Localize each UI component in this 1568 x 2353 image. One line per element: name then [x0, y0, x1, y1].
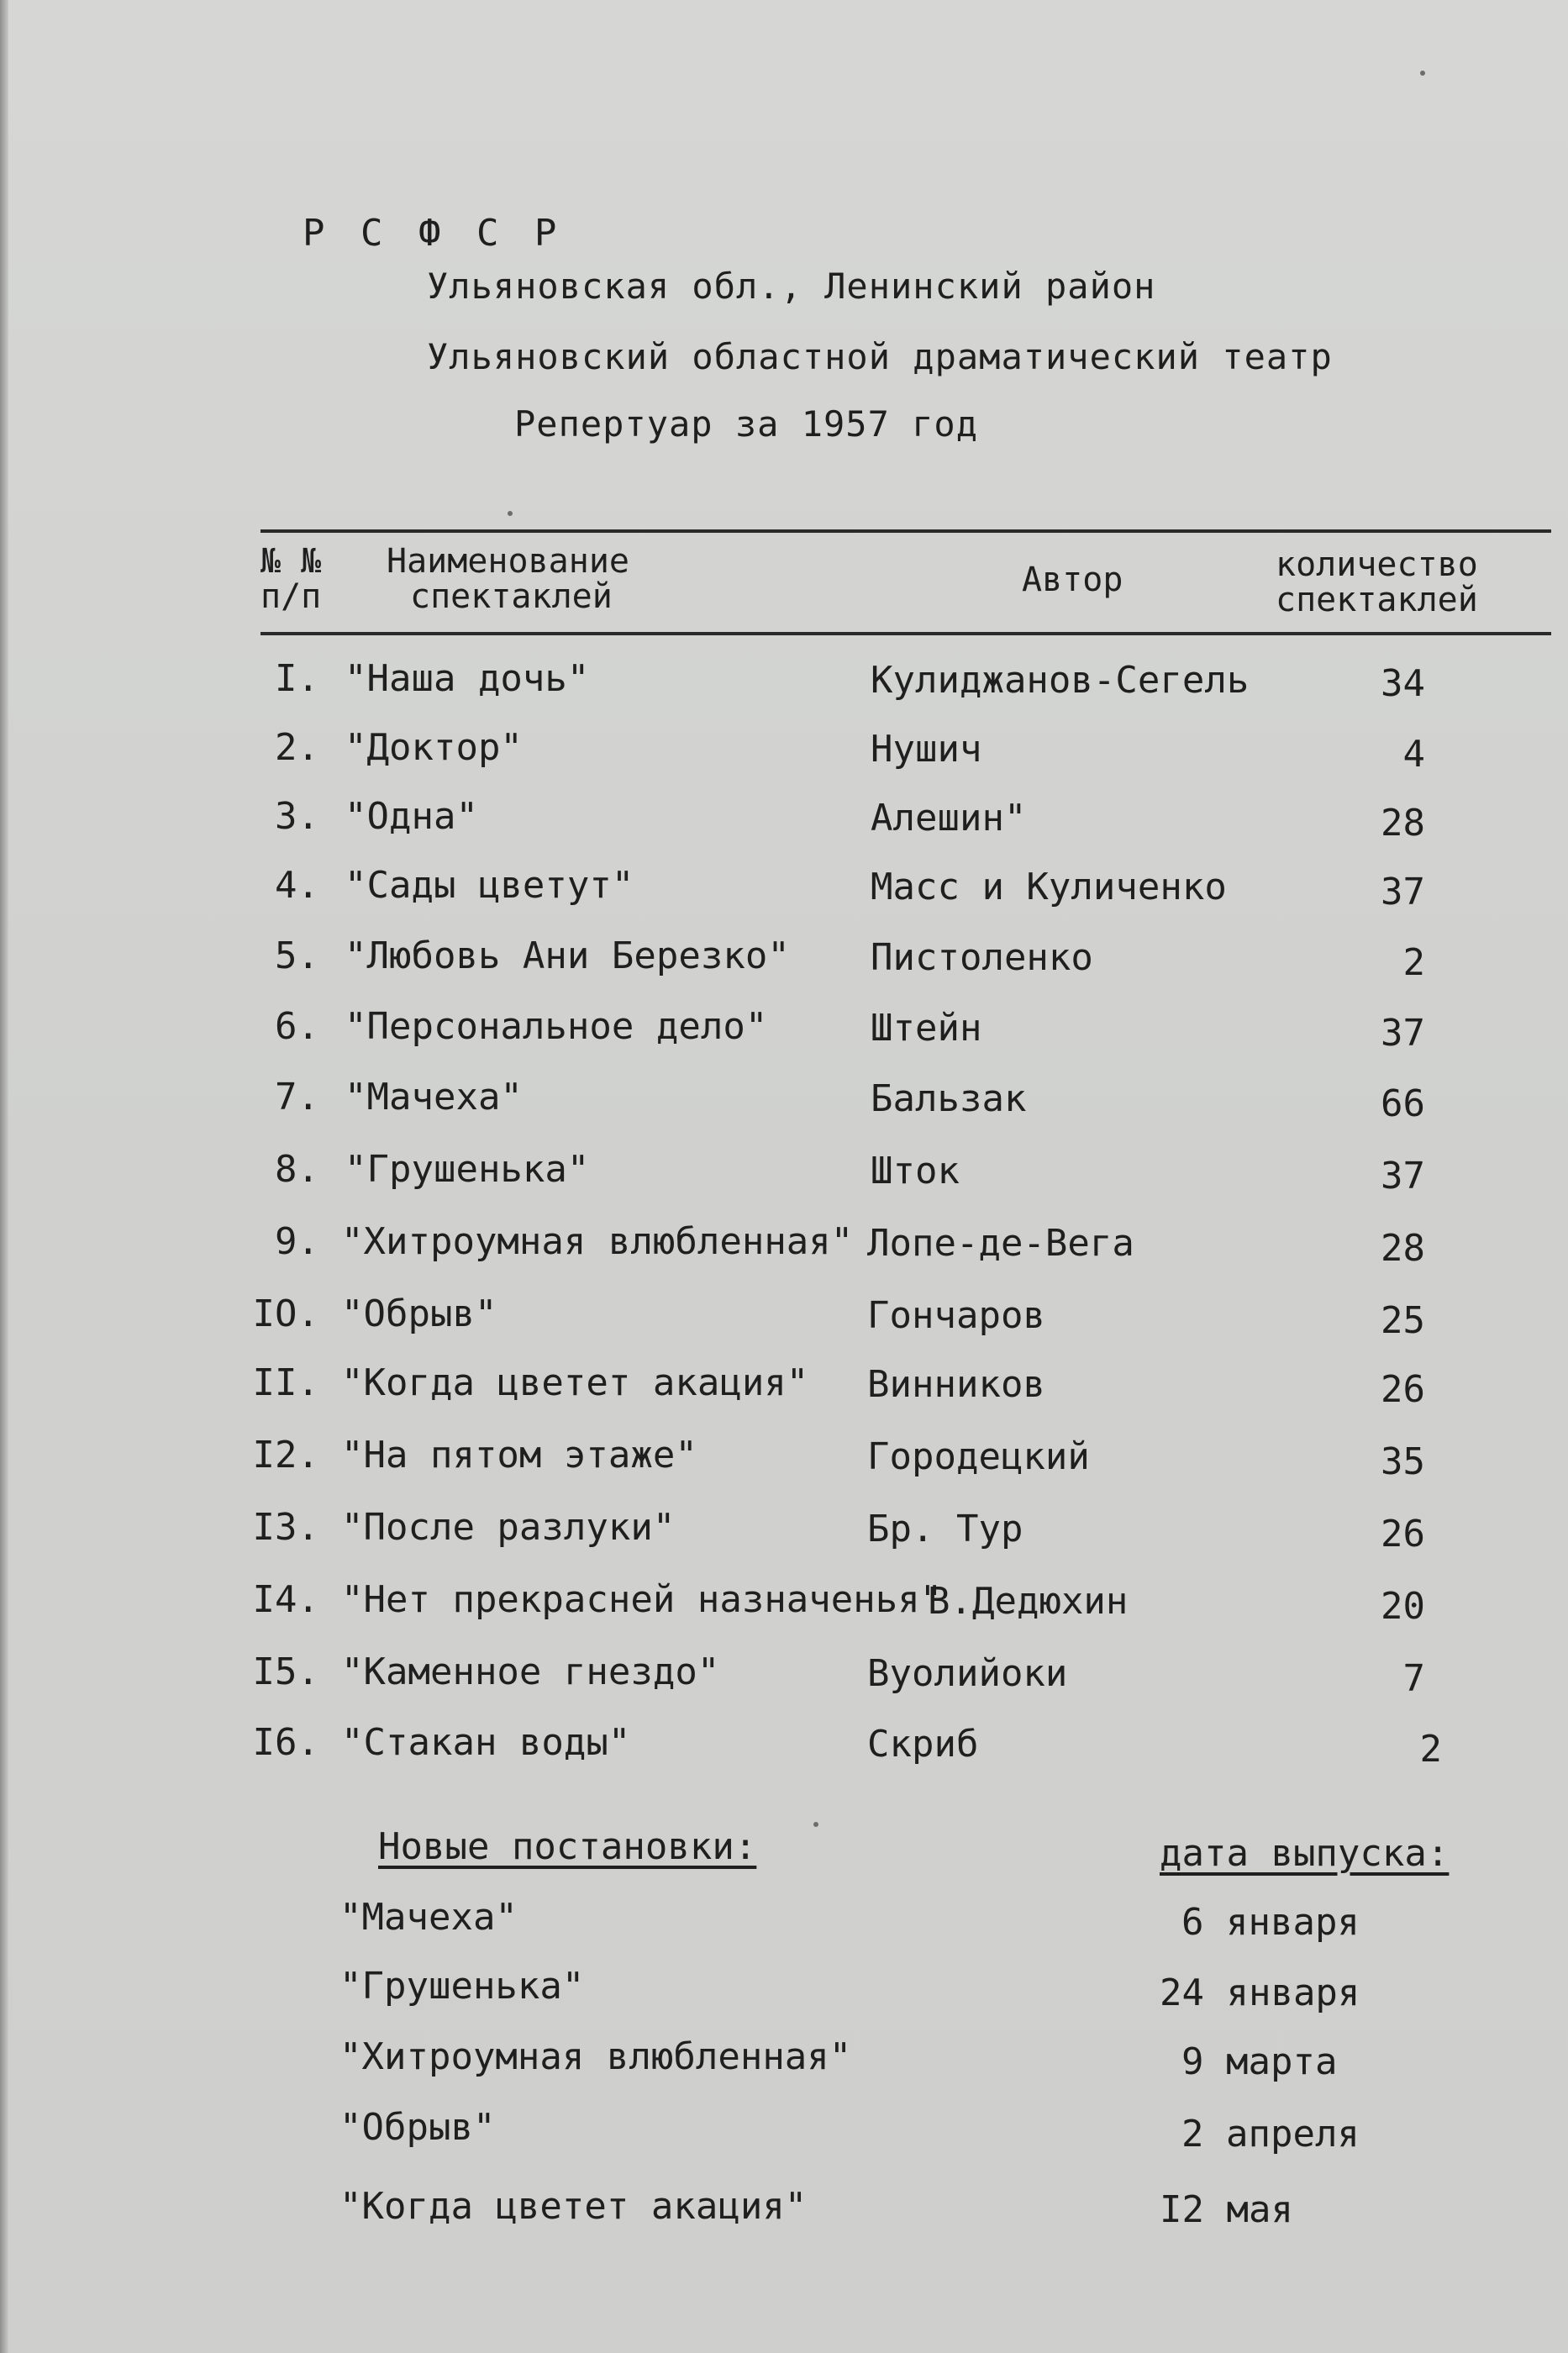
row-title: "Стакан воды"	[341, 1721, 631, 1764]
row-count: 37	[1381, 1155, 1425, 1198]
row-author: Бр. Тур	[867, 1508, 1023, 1550]
row-title: "Персональное дело"	[345, 1005, 768, 1048]
production-title: "Мачеха"	[339, 1896, 518, 1939]
row-title: "Грушенька"	[345, 1148, 590, 1191]
row-author: Масс и Куличенко	[871, 866, 1227, 908]
theatre-line: Ульяновский областной драматический театр	[427, 336, 1333, 377]
row-number: 9.	[275, 1220, 319, 1263]
row-number: I5.	[252, 1650, 319, 1693]
production-title: "Грушенька"	[339, 1965, 585, 2008]
row-author: Городецкий	[867, 1435, 1090, 1478]
row-number: 4.	[275, 864, 319, 907]
row-author: Бальзак	[871, 1077, 1027, 1120]
production-date: 6 января	[1181, 1901, 1360, 1944]
row-title: "Наша дочь"	[345, 657, 590, 700]
production-date: 9 марта	[1181, 2040, 1338, 2083]
row-title: "Когда цветет акация"	[341, 1361, 809, 1404]
row-author: Гончаров	[867, 1294, 1045, 1337]
col-title-header-1: Наименование	[387, 542, 629, 581]
row-count: 2	[1402, 941, 1425, 984]
table-top-rule	[260, 529, 1551, 533]
row-number: 5.	[275, 934, 319, 977]
row-count: 66	[1381, 1082, 1425, 1125]
new-productions-heading: Новые постановки:	[378, 1825, 757, 1868]
row-author: Кулиджанов-Сегель	[871, 659, 1250, 702]
document-title: Репертуар за 1957 год	[514, 403, 979, 445]
row-count: 4	[1402, 733, 1425, 776]
row-number: 6.	[275, 1005, 319, 1048]
col-author-header: Автор	[1022, 561, 1123, 599]
row-count: 26	[1381, 1368, 1425, 1411]
row-count: 28	[1381, 1227, 1425, 1270]
row-count: 28	[1381, 802, 1425, 845]
row-title: "Любовь Ани Березко"	[345, 934, 790, 977]
production-date: 24 января	[1160, 1971, 1360, 2014]
col-count-header-2: спектаклей	[1276, 581, 1478, 619]
row-count: 20	[1381, 1585, 1425, 1628]
row-title: "Мачеха"	[345, 1076, 523, 1119]
row-author: Винников	[867, 1363, 1045, 1406]
page-edge-shadow	[0, 0, 8, 2353]
table-header-rule	[260, 632, 1551, 635]
row-count: 7	[1402, 1657, 1425, 1700]
production-date: I2 мая	[1160, 2188, 1293, 2231]
row-author: Скриб	[867, 1723, 979, 1766]
row-title: "Доктор"	[345, 726, 523, 769]
row-title: "На пятом этаже"	[341, 1434, 697, 1477]
row-title: "Нет прекрасней назначенья"	[341, 1578, 943, 1621]
row-title: "Хитроумная влюбленная"	[341, 1220, 854, 1263]
row-number: 3.	[275, 795, 319, 838]
row-title: "Каменное гнездо"	[341, 1650, 720, 1693]
row-number: 7.	[275, 1076, 319, 1119]
paper-speck	[813, 1822, 818, 1827]
row-number: I4.	[252, 1578, 319, 1621]
row-author: Нушич	[871, 728, 982, 771]
row-count: 35	[1381, 1440, 1425, 1483]
row-count: 26	[1381, 1513, 1425, 1556]
col-count-header-1: количество	[1276, 545, 1478, 584]
col-number-header-2: п/п	[260, 577, 322, 616]
production-title: "Когда цветет акация"	[339, 2185, 808, 2228]
row-author: Лопе-де-Вега	[867, 1222, 1134, 1265]
row-count: 2	[1419, 1728, 1442, 1771]
row-number: I3.	[252, 1506, 319, 1549]
release-date-heading: дата выпуска:	[1160, 1832, 1450, 1875]
row-author: Шток	[871, 1150, 960, 1192]
row-author: Штейн	[871, 1007, 982, 1050]
col-number-header-1: № №	[260, 542, 322, 581]
row-number: 8.	[275, 1148, 319, 1191]
col-title-header-2: спектаклей	[410, 577, 613, 616]
row-number: I2.	[252, 1434, 319, 1477]
row-title: "После разлуки"	[341, 1506, 676, 1549]
row-title: "Одна"	[345, 795, 478, 838]
row-number: 2.	[275, 726, 319, 769]
row-number: I6.	[252, 1721, 319, 1764]
row-count: 25	[1381, 1299, 1425, 1342]
row-number: II.	[252, 1361, 319, 1404]
row-author: Вуолийоки	[867, 1652, 1068, 1695]
row-title: "Обрыв"	[341, 1292, 497, 1335]
row-count: 37	[1381, 1012, 1425, 1055]
production-title: "Обрыв"	[339, 2106, 496, 2149]
region-line: Ульяновская обл., Ленинский район	[427, 266, 1156, 307]
paper-speck	[508, 511, 513, 516]
row-count: 34	[1381, 662, 1425, 705]
row-author: Алешин"	[871, 797, 1027, 840]
country-heading: Р С Ф С Р	[303, 212, 564, 255]
row-number: IO.	[252, 1292, 319, 1335]
production-date: 2 апреля	[1181, 2113, 1360, 2156]
row-author: Пистоленко	[871, 936, 1093, 979]
row-number: I.	[275, 657, 319, 700]
row-count: 37	[1381, 871, 1425, 913]
row-title: "Сады цветут"	[345, 864, 634, 907]
production-title: "Хитроумная влюбленная"	[339, 2035, 852, 2078]
row-author: В.Дедюхин	[928, 1580, 1129, 1623]
paper-speck	[1420, 71, 1425, 76]
